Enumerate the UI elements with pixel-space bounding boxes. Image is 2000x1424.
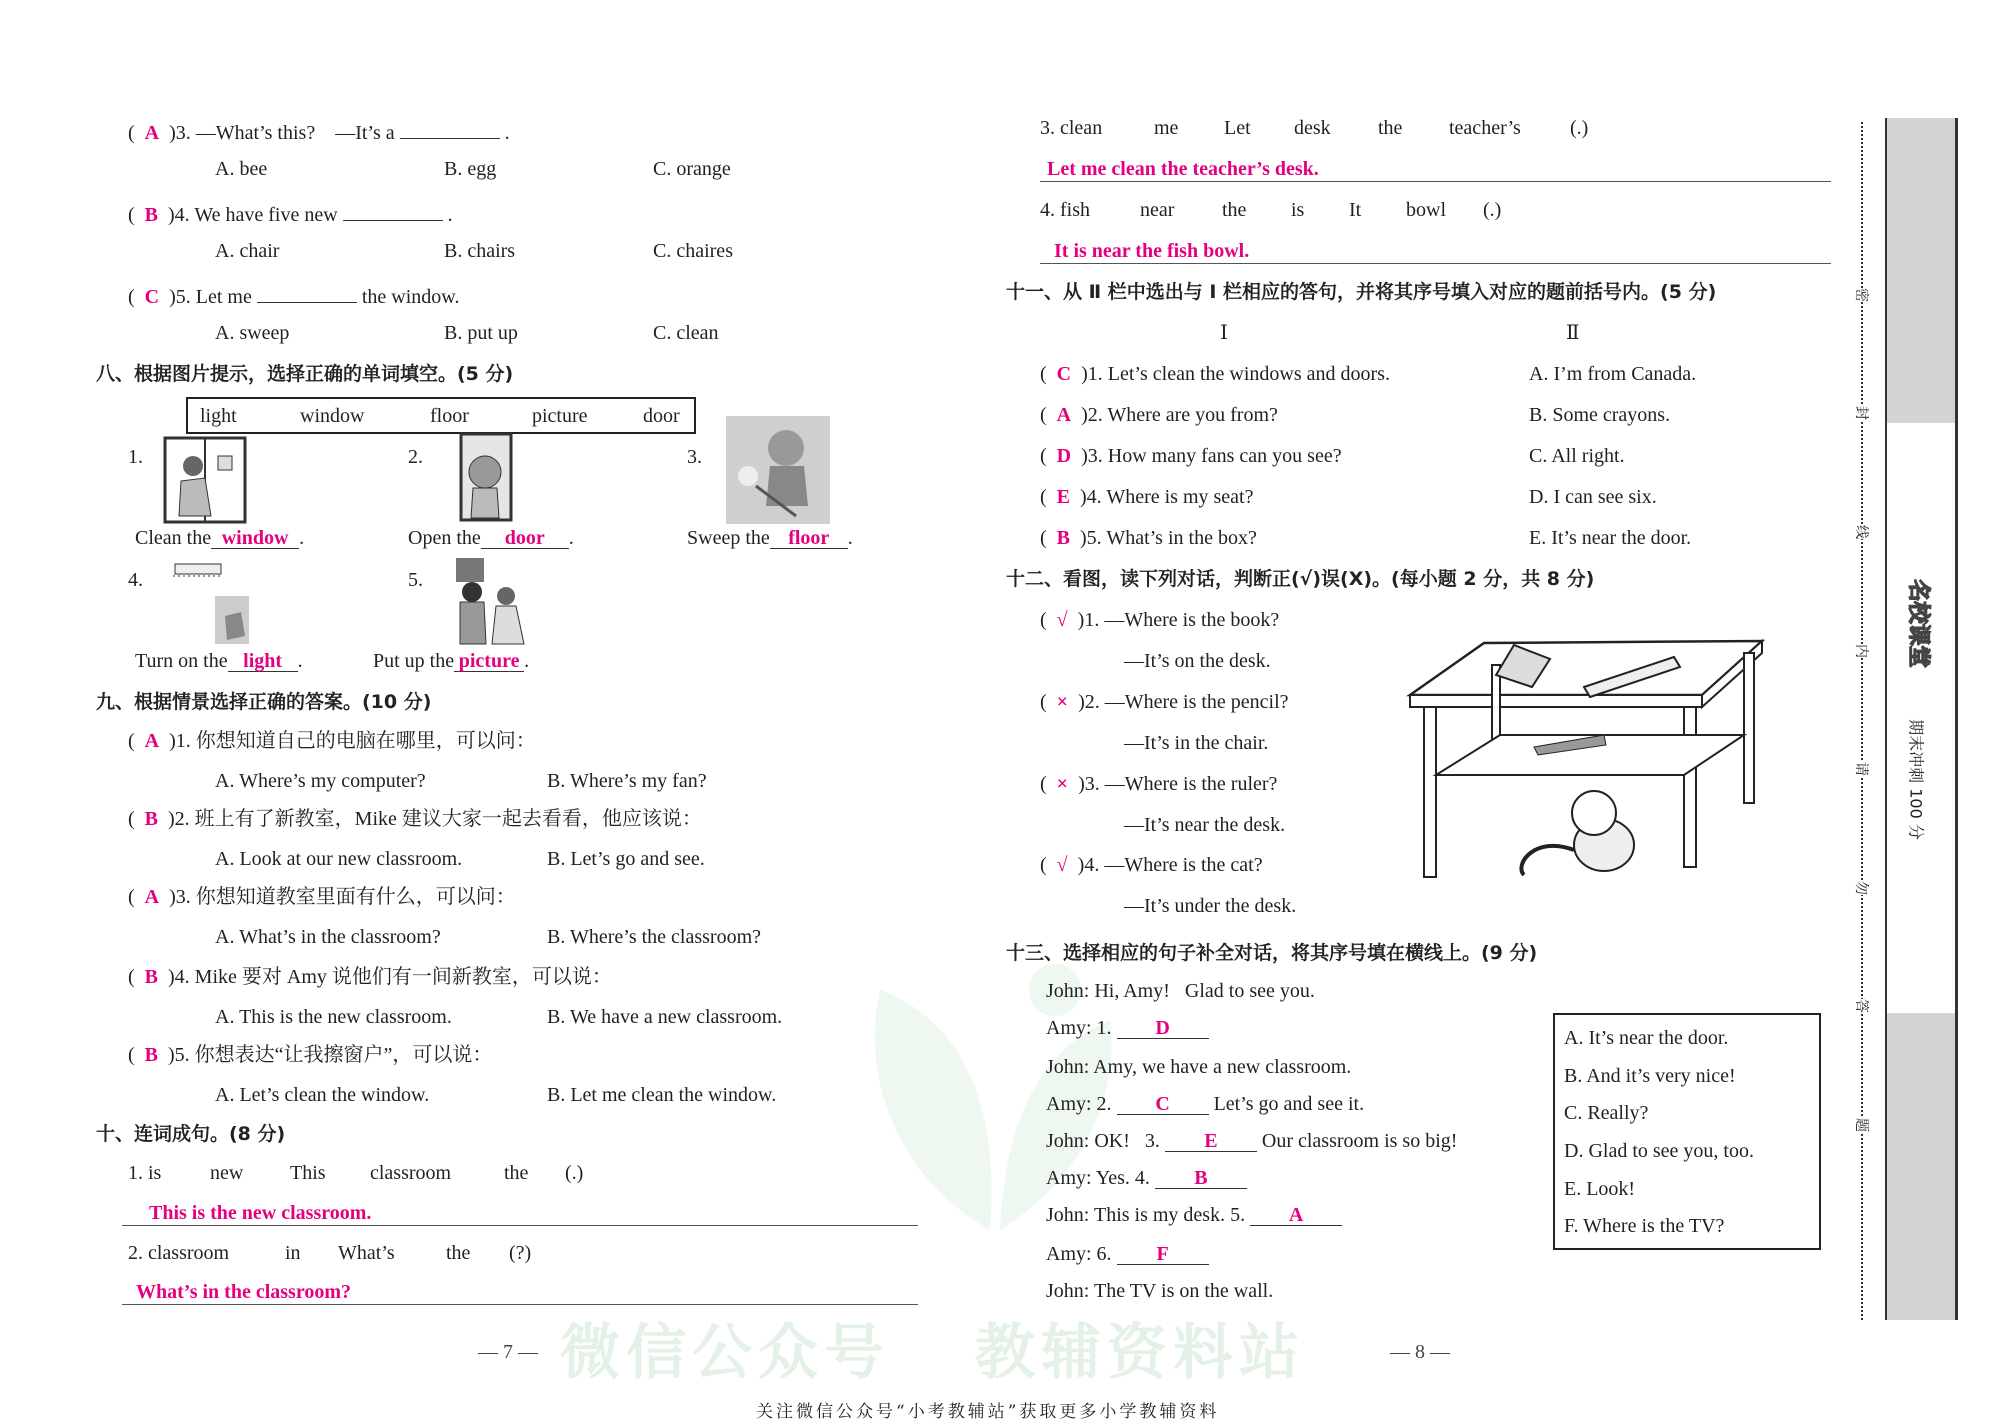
word-token: in <box>285 1242 301 1264</box>
answer-blank[interactable]: picture <box>454 649 524 672</box>
seal-char: 线 <box>1848 525 1872 539</box>
answer-blank[interactable]: F <box>1117 1242 1209 1265</box>
question-text: )4. Where is my seat? <box>1080 486 1254 508</box>
sentence-answer[interactable]: It is near the fish bowl. <box>1054 240 1250 262</box>
word-token: teacher’s <box>1449 117 1521 139</box>
question-stem: )2. 班上有了新教室，Mike 建议大家一起去看看，他应该说： <box>168 808 702 830</box>
dialogue-option: C. Really? <box>1564 1102 1649 1124</box>
word-bank-word: floor <box>430 405 469 427</box>
word-token: the <box>1378 117 1403 139</box>
question-5: ( C )5. Let me the window. <box>128 280 459 309</box>
question-4: ( B )4. We have five new . <box>128 198 453 227</box>
question-tail: the window. <box>356 286 460 308</box>
question: ( B )4. Mike 要对 Amy 说他们有一间新教室，可以说： <box>128 966 612 988</box>
word-token: is <box>1291 199 1305 221</box>
item-number: 2. <box>408 446 423 468</box>
question-text: )2. Where are you from? <box>1081 404 1278 426</box>
item-number: 5. <box>408 569 423 591</box>
dialogue-line <box>1046 1129 1457 1153</box>
answer: B <box>144 966 159 988</box>
judge-question: ( × )2. —Where is the pencil? <box>1040 691 1289 713</box>
question-text: )3. —Where is the ruler? <box>1078 773 1278 795</box>
answer-blank[interactable]: A <box>1250 1203 1342 1226</box>
matching-question: ( D )3. How many fans can you see? <box>1040 445 1342 467</box>
item-number: 1. <box>128 446 143 468</box>
options-box <box>1553 1013 1821 1250</box>
answer: B <box>144 204 159 226</box>
answer-blank[interactable]: light <box>228 649 298 672</box>
dialogue-text: John: OK! 3. <box>1046 1130 1165 1152</box>
dialogue-text: Amy: 2. <box>1046 1093 1117 1115</box>
sentence-text: Clean the <box>135 527 212 549</box>
sentence-text: . <box>299 527 305 549</box>
question: ( B )5. 你想表达“让我擦窗户”，可以说： <box>128 1044 493 1066</box>
option: A. chair <box>215 240 280 262</box>
dialogue-line: John: The TV is on the wall. <box>1046 1280 1274 1302</box>
option: A. Look at our new classroom. <box>215 848 463 870</box>
answer: A <box>1056 404 1072 426</box>
question-stem: )4. We have five new <box>168 204 343 226</box>
word-token: What’s <box>338 1242 395 1264</box>
picture-hanging-picture <box>450 556 530 648</box>
sentence-text: . <box>847 527 853 549</box>
answer-blank[interactable]: C <box>1117 1092 1209 1115</box>
word-token: (.) <box>565 1162 584 1184</box>
fill-sentence-1 <box>135 526 304 550</box>
sentence-text: Put up the <box>373 650 455 672</box>
reply-text: —It’s in the chair. <box>1124 732 1269 754</box>
matching-question: ( A )2. Where are you from? <box>1040 404 1278 426</box>
sentence-text: Sweep the <box>687 527 770 549</box>
dialogue-option: F. Where is the TV? <box>1564 1215 1725 1237</box>
watermark-text-2: 教辅资料站 <box>975 1318 1305 1388</box>
sentence-text: . <box>524 650 530 672</box>
dialogue-line: John: Amy, we have a new classroom. <box>1046 1056 1352 1078</box>
option: C. chaires <box>653 240 733 262</box>
seal-char: 密 <box>1848 288 1872 302</box>
matching-question: ( C )1. Let’s clean the windows and doors. <box>1040 363 1390 385</box>
desk-with-cat-picture <box>1404 635 1766 887</box>
word-token: This <box>290 1162 326 1184</box>
question-stem: )3. 你想知道教室里面有什么，可以问： <box>169 886 516 908</box>
word-token: 3. clean <box>1040 117 1103 139</box>
word-token: Let <box>1224 117 1251 139</box>
answer: B <box>1056 527 1071 549</box>
answer: D <box>1056 445 1072 467</box>
option: C. clean <box>653 322 719 344</box>
answer: C <box>144 286 160 308</box>
question-text: )5. What’s in the box? <box>1080 527 1257 549</box>
sentence-text: . <box>297 650 303 672</box>
footer-note: 关注微信公众号“小考教辅站”获取更多小学教辅资料 <box>756 1402 1220 1422</box>
seal-char: 勿 <box>1848 881 1872 895</box>
page-number: — 7 — <box>478 1341 538 1363</box>
answer: √ <box>1056 609 1068 631</box>
light-switch-picture <box>165 556 265 648</box>
watermark-text-1: 微信公众号 <box>560 1318 890 1388</box>
question-tail: . <box>442 204 453 226</box>
fill-sentence-3 <box>687 526 853 550</box>
sentence-answer[interactable]: This is the new classroom. <box>149 1202 372 1224</box>
seal-char: 请 <box>1848 762 1872 776</box>
judge-question: ( √ )1. —Where is the book? <box>1040 609 1280 631</box>
option: A. This is the new classroom. <box>215 1006 452 1028</box>
answer-blank[interactable]: B <box>1155 1166 1247 1189</box>
answer: × <box>1056 691 1069 713</box>
band-gray-bottom <box>1887 1013 1955 1320</box>
question-stem: )5. Let me <box>169 286 257 308</box>
word-token: the <box>446 1242 471 1264</box>
dialogue-text: Amy: 1. <box>1046 1017 1117 1039</box>
option: B. Let’s go and see. <box>547 848 705 870</box>
fill-sentence-5 <box>373 649 529 673</box>
section-10-heading: 十、连词成句。(8 分) <box>96 1123 286 1145</box>
question: ( B )2. 班上有了新教室，Mike 建议大家一起去看看，他应该说： <box>128 808 702 830</box>
option: B. egg <box>444 158 497 180</box>
option: B. Where’s my fan? <box>547 770 707 792</box>
dialogue-text: Let’s go and see it. <box>1208 1093 1365 1115</box>
word-token: the <box>504 1162 529 1184</box>
question: ( A )1. 你想知道自己的电脑在哪里，可以问： <box>128 730 536 752</box>
word-token: It <box>1349 199 1362 221</box>
item-number: 4. <box>128 569 143 591</box>
dialogue-option: D. Glad to see you, too. <box>1564 1140 1754 1162</box>
answer-blank[interactable]: E <box>1165 1129 1257 1152</box>
column-label: Ⅱ <box>1566 322 1580 344</box>
seal-char: 题 <box>1848 1118 1872 1132</box>
answer-blank[interactable] <box>343 198 443 221</box>
option: B. Where’s the classroom? <box>547 926 762 948</box>
title-band <box>1885 118 1958 1320</box>
option: B. We have a new classroom. <box>547 1006 783 1028</box>
dialogue-option: B. And it’s very nice! <box>1564 1065 1736 1087</box>
answer-line <box>122 1304 918 1305</box>
section-13-heading: 十三、选择相应的句子补全对话，将其序号填在横线上。(9 分) <box>1006 942 1538 964</box>
question-text: )2. —Where is the pencil? <box>1078 691 1289 713</box>
answer: A <box>144 886 160 908</box>
option: A. bee <box>215 158 268 180</box>
question-text: )4. —Where is the cat? <box>1077 854 1263 876</box>
reply-text: —It’s under the desk. <box>1124 895 1297 917</box>
floor-sweeping-picture <box>726 416 830 524</box>
book-title: 期末冲刺 100 分 <box>1906 719 1926 840</box>
question: ( A )3. 你想知道教室里面有什么，可以问： <box>128 886 516 908</box>
judge-question: ( √ )4. —Where is the cat? <box>1040 854 1263 876</box>
option: A. sweep <box>215 322 290 344</box>
answer: E <box>1056 486 1071 508</box>
question-stem: )5. 你想表达“让我擦窗户”，可以说： <box>168 1044 493 1066</box>
seal-char: 内 <box>1848 644 1872 658</box>
answer: B <box>144 1044 159 1066</box>
section-12-heading: 十二、看图，读下列对话，判断正(√)误(X)。(每小题 2 分，共 8 分) <box>1006 568 1595 590</box>
option: C. orange <box>653 158 731 180</box>
option: A. What’s in the classroom? <box>215 926 441 948</box>
word-token: me <box>1154 117 1179 139</box>
sentence-text: Open the <box>408 527 481 549</box>
matching-question: ( E )4. Where is my seat? <box>1040 486 1254 508</box>
word-token: 2. classroom <box>128 1242 230 1264</box>
item-number: 3. <box>687 446 702 468</box>
answer: A <box>144 730 160 752</box>
answer: A <box>144 122 160 144</box>
seal-char: 封 <box>1848 406 1872 420</box>
word-bank-word: picture <box>532 405 588 427</box>
answer: × <box>1056 773 1069 795</box>
band-gray-top <box>1887 118 1955 423</box>
answer-line <box>1040 181 1831 182</box>
reply-text: —It’s on the desk. <box>1124 650 1271 672</box>
answer-blank[interactable]: floor <box>770 526 848 549</box>
answer-blank[interactable] <box>400 116 500 139</box>
page-number: — 8 — <box>1390 1341 1450 1363</box>
word-token: classroom <box>370 1162 452 1184</box>
question-stem: )4. Mike 要对 Amy 说他们有一间新教室，可以说： <box>168 966 612 988</box>
word-bank-word: light <box>200 405 237 427</box>
answer-blank[interactable] <box>257 280 357 303</box>
answer-line <box>1040 263 1831 264</box>
word-token: new <box>210 1162 244 1184</box>
dialogue-text: Amy: 6. <box>1046 1243 1117 1265</box>
question-stem: )1. 你想知道自己的电脑在哪里，可以问： <box>169 730 536 752</box>
reply-text: —It’s near the desk. <box>1124 814 1286 836</box>
sentence-answer[interactable]: Let me clean the teacher’s desk. <box>1047 158 1319 180</box>
matching-question: ( B )5. What’s in the box? <box>1040 527 1257 549</box>
word-bank-word: door <box>643 405 680 427</box>
section-8-heading: 八、根据图片提示，选择正确的单词填空。(5 分) <box>96 363 514 385</box>
dialogue-line <box>1046 1203 1342 1227</box>
column-label: Ⅰ <box>1220 322 1228 344</box>
dialogue-line <box>1046 1242 1209 1266</box>
question-3: ( A )3. —What’s this? —It’s a . <box>128 116 510 145</box>
answer-line <box>122 1225 918 1226</box>
option: B. put up <box>444 322 518 344</box>
sentence-text: Turn on the <box>135 650 228 672</box>
option: B. chairs <box>444 240 516 262</box>
question-text: )1. Let’s clean the windows and doors. <box>1081 363 1390 385</box>
dialogue-option: E. Look! <box>1564 1178 1636 1200</box>
seal-char: 答 <box>1848 999 1872 1013</box>
word-bank-box <box>186 397 696 434</box>
answer-blank[interactable]: D <box>1117 1016 1209 1039</box>
word-bank-word: window <box>300 405 365 427</box>
door-opening-picture <box>451 432 526 522</box>
matching-option: E. It’s near the door. <box>1529 527 1692 549</box>
word-token: 1. is <box>128 1162 162 1184</box>
matching-option: C. All right. <box>1529 445 1625 467</box>
word-token: (.) <box>1570 117 1589 139</box>
judge-question: ( × )3. —Where is the ruler? <box>1040 773 1278 795</box>
option: A. Let’s clean the window. <box>215 1084 430 1106</box>
sentence-text: . <box>568 527 574 549</box>
matching-option: D. I can see six. <box>1529 486 1657 508</box>
window-cleaning-picture <box>163 436 248 524</box>
answer-blank[interactable]: window <box>211 526 299 549</box>
option: B. Let me clean the window. <box>547 1084 777 1106</box>
option: A. Where’s my computer? <box>215 770 426 792</box>
word-token: (.) <box>1483 199 1502 221</box>
answer: √ <box>1056 854 1068 876</box>
dialogue-text: Amy: Yes. 4. <box>1046 1167 1155 1189</box>
fill-sentence-4 <box>135 649 303 673</box>
dialogue-text: Our classroom is so big! <box>1256 1130 1458 1152</box>
question-text: )1. —Where is the book? <box>1077 609 1280 631</box>
dialogue-option: A. It’s near the door. <box>1564 1027 1729 1049</box>
question-tail: . <box>499 122 510 144</box>
word-token: bowl <box>1406 199 1446 221</box>
sentence-answer[interactable]: What’s in the classroom? <box>136 1281 351 1303</box>
answer-blank[interactable]: door <box>481 526 569 549</box>
question-stem: )3. —What’s this? —It’s a <box>169 122 400 144</box>
matching-option: B. Some crayons. <box>1529 404 1671 426</box>
matching-option: A. I’m from Canada. <box>1529 363 1697 385</box>
word-token: 4. fish <box>1040 199 1090 221</box>
question-text: )3. How many fans can you see? <box>1081 445 1342 467</box>
dialogue-line <box>1046 1092 1364 1116</box>
word-token: near <box>1140 199 1175 221</box>
word-token: (?) <box>509 1242 532 1264</box>
answer: B <box>144 808 159 830</box>
section-9-heading: 九、根据情景选择正确的答案。(10 分) <box>96 691 432 713</box>
answer: C <box>1056 363 1072 385</box>
section-11-heading: 十一、从 Ⅱ 栏中选出与 Ⅰ 栏相应的答句，并将其序号填入对应的题前括号内。(5 分) <box>1006 281 1717 303</box>
fill-sentence-2 <box>408 526 574 550</box>
series-logo: 名校课堂 <box>1905 579 1931 668</box>
word-token: the <box>1222 199 1247 221</box>
dialogue-line <box>1046 1016 1209 1040</box>
dialogue-text: John: This is my desk. 5. <box>1046 1204 1251 1226</box>
dialogue-line <box>1046 1166 1247 1190</box>
dialogue-line: John: Hi, Amy! Glad to see you. <box>1046 980 1315 1002</box>
word-token: desk <box>1294 117 1331 139</box>
